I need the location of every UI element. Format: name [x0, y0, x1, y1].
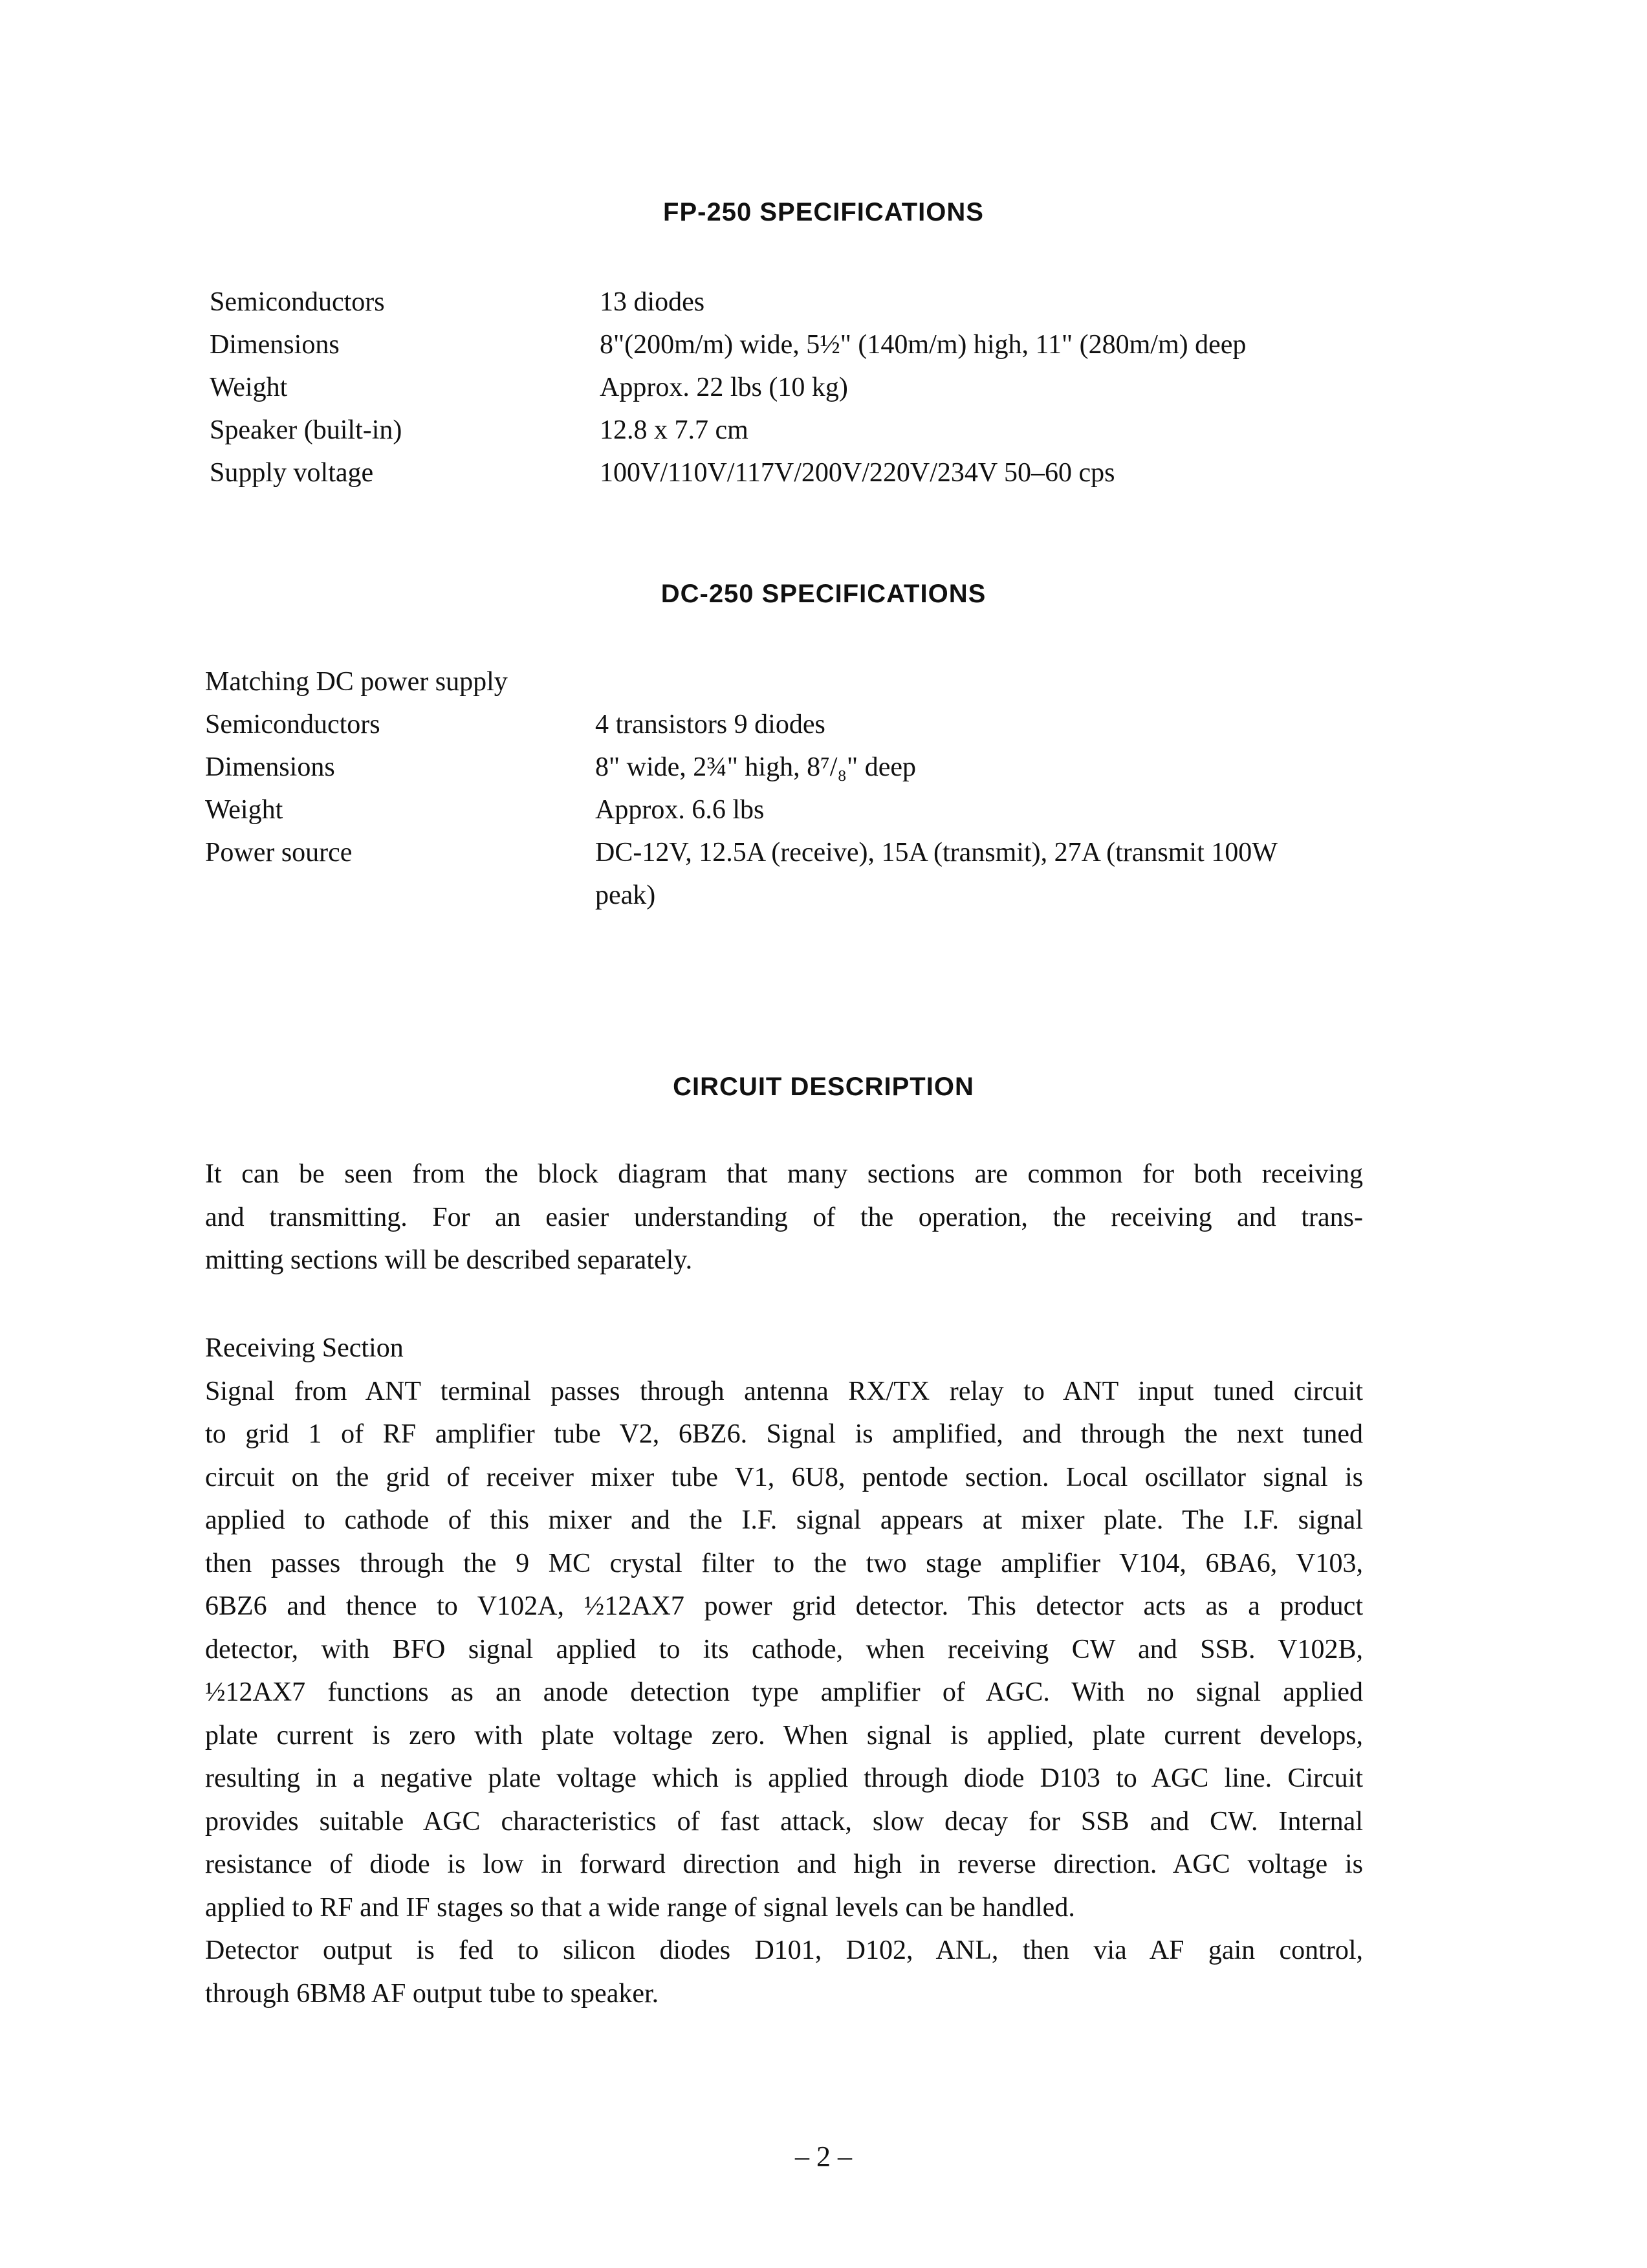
spec-value: 12.8 x 7.7 cm — [600, 415, 748, 445]
intro-paragraph — [205, 1153, 1363, 1282]
text-line: and transmitting. For an easier understanding of the operation, the receiving and trans- — [205, 1202, 1363, 1232]
text-line: It can be seen from the block diagram that many sections are common for both receiving — [205, 1159, 1363, 1189]
text-line: Detector output is fed to silicon diodes D101, D102, ANL, then via AF gain control, — [205, 1935, 1363, 1965]
circuit-title: CIRCUIT DESCRIPTION — [673, 1073, 974, 1101]
text-line: then passes through the 9 MC crystal filter to the two stage amplifier V104, 6BA6, V103, — [205, 1548, 1363, 1578]
spec-value: Approx. 6.6 lbs — [595, 795, 765, 825]
spec-value: 4 transistors 9 diodes — [595, 710, 825, 739]
text-line: circuit on the grid of receiver mixer tube V1, 6U8, pentode section. Local oscillator signal is — [205, 1462, 1363, 1492]
text-line: 6BZ6 and thence to V102A, ½12AX7 power grid detector. This detector acts as a product — [205, 1591, 1363, 1621]
text-line: plate current is zero with plate voltage zero. When signal is applied, plate current develops, — [205, 1720, 1363, 1750]
spec-value: 8" wide, 2¾" high, 8⁷/₈" deep — [595, 752, 916, 782]
spec-label: Dimensions — [205, 752, 335, 782]
spec-label: Dimensions — [210, 330, 340, 360]
dc250-title: DC-250 SPECIFICATIONS — [660, 580, 987, 608]
spec-value: Approx. 22 lbs (10 kg) — [600, 373, 848, 402]
text-line: applied to cathode of this mixer and the I.F. signal appears at mixer plate. The I.F. signal — [205, 1505, 1363, 1535]
text-line: provides suitable AGC characteristics of fast attack, slow decay for SSB and CW. Internal — [205, 1806, 1363, 1837]
spec-value: 8"(200m/m) wide, 5½" (140m/m) high, 11" (280m/m) deep — [600, 330, 1247, 360]
spec-label: Matching DC power supply — [205, 667, 508, 697]
spec-value: peak) — [595, 880, 656, 910]
receiving-paragraph — [205, 1370, 1363, 1930]
spec-label: Power source — [205, 838, 353, 867]
text-line: applied to RF and IF stages so that a wide range of signal levels can be handled. — [205, 1892, 1075, 1923]
receiving-section — [205, 1327, 1363, 2015]
text-line: through 6BM8 AF output tube to speaker. — [205, 1978, 659, 2009]
spec-value: 13 diodes — [600, 287, 705, 317]
fp250-title: FP-250 SPECIFICATIONS — [663, 198, 984, 226]
spec-label: Weight — [210, 373, 288, 402]
spec-value: DC-12V, 12.5A (receive), 15A (transmit), 27A (transmit 100W — [595, 838, 1278, 867]
page-number: – 2 – — [795, 2141, 852, 2172]
text-line: detector, with BFO signal applied to its cathode, when receiving CW and SSB. V102B, — [205, 1634, 1363, 1664]
spec-value: 100V/110V/117V/200V/220V/234V 50–60 cps — [600, 458, 1115, 488]
text-line: mitting sections will be described separately. — [205, 1245, 693, 1275]
text-line: to grid 1 of RF amplifier tube V2, 6BZ6. Signal is amplified, and through the next tuned — [205, 1419, 1363, 1449]
spec-label: Semiconductors — [210, 287, 385, 317]
spec-label: Supply voltage — [210, 458, 374, 488]
text-line: ½12AX7 functions as an anode detection type amplifier of AGC. With no signal applied — [205, 1677, 1363, 1707]
spec-label: Speaker (built-in) — [210, 415, 402, 445]
text-line: Signal from ANT terminal passes through antenna RX/TX relay to ANT input tuned circuit — [205, 1376, 1363, 1406]
detector-paragraph — [205, 1929, 1363, 2015]
spec-label: Semiconductors — [205, 710, 380, 739]
text-line: resulting in a negative plate voltage which is applied through diode D103 to AGC line. Circuit — [205, 1763, 1363, 1793]
spec-label: Weight — [205, 795, 283, 825]
section-heading: Receiving Section — [205, 1333, 404, 1363]
text-line: resistance of diode is low in forward direction and high in reverse direction. AGC voltage is — [205, 1849, 1363, 1879]
